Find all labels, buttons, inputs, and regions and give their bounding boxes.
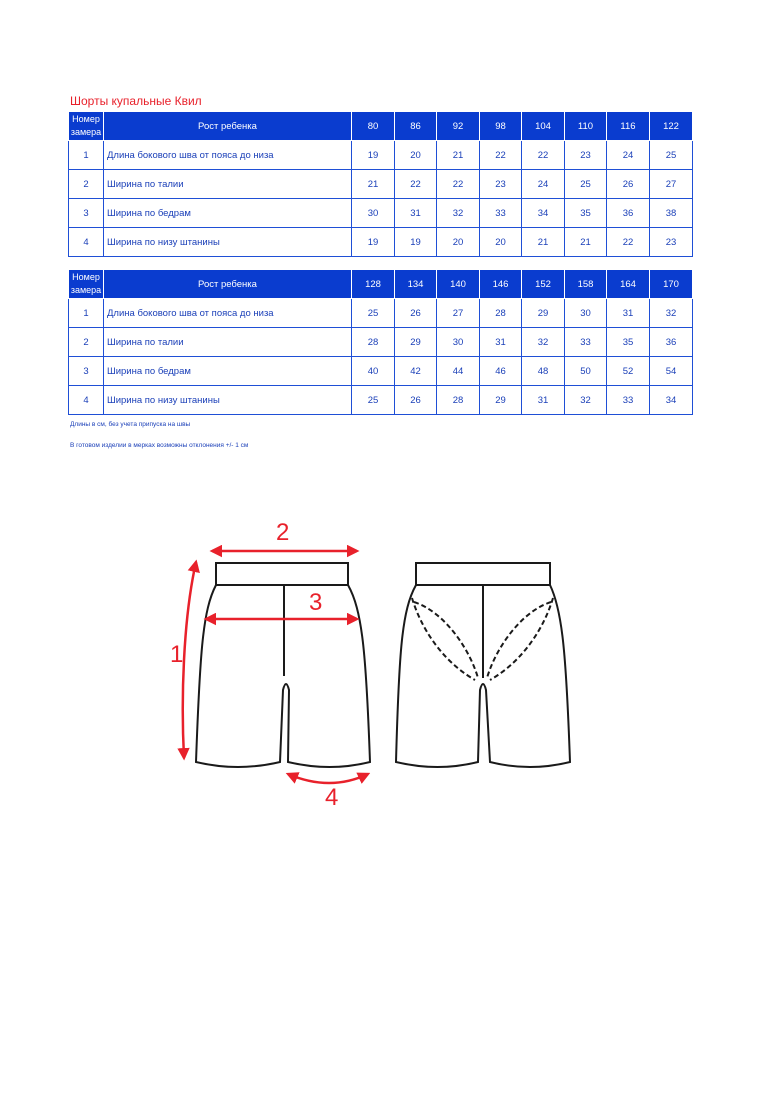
- value-cell: 20: [395, 141, 437, 170]
- value-cell: 21: [352, 170, 395, 199]
- measure-number: 3: [69, 199, 104, 228]
- measure-number: 2: [69, 328, 104, 357]
- measure-label: Ширина по талии: [104, 170, 352, 199]
- value-cell: 52: [607, 357, 650, 386]
- measure-number: 4: [69, 386, 104, 415]
- value-cell: 23: [650, 228, 693, 257]
- size-cell: 134: [395, 270, 437, 299]
- size-cell: 110: [565, 112, 607, 141]
- header-num-line1: Номер: [72, 114, 100, 124]
- value-cell: 44: [437, 357, 480, 386]
- value-cell: 50: [565, 357, 607, 386]
- value-cell: 35: [565, 199, 607, 228]
- value-cell: 40: [352, 357, 395, 386]
- arrow-1: [183, 562, 196, 758]
- value-cell: 19: [352, 228, 395, 257]
- size-cell: 122: [650, 112, 693, 141]
- page-title: Шорты купальные Квил: [70, 94, 202, 108]
- header-num-line2: замера: [70, 285, 102, 295]
- value-cell: 30: [565, 299, 607, 328]
- value-cell: 24: [607, 141, 650, 170]
- measure-label: Длина бокового шва от пояса до низа: [104, 141, 352, 170]
- size-cell: 170: [650, 270, 693, 299]
- value-cell: 28: [352, 328, 395, 357]
- label-2: 2: [276, 519, 290, 546]
- measure-number: 1: [69, 299, 104, 328]
- value-cell: 22: [522, 141, 565, 170]
- value-cell: 25: [650, 141, 693, 170]
- value-cell: 36: [607, 199, 650, 228]
- value-cell: 19: [352, 141, 395, 170]
- value-cell: 54: [650, 357, 693, 386]
- value-cell: 31: [480, 328, 522, 357]
- back-right-pocket-dashed: [487, 598, 553, 680]
- header-height-label: Рост ребенка: [104, 270, 352, 299]
- value-cell: 32: [437, 199, 480, 228]
- front-waistband: [216, 563, 348, 585]
- value-cell: 21: [522, 228, 565, 257]
- value-cell: 36: [650, 328, 693, 357]
- value-cell: 32: [565, 386, 607, 415]
- size-cell: 140: [437, 270, 480, 299]
- value-cell: 30: [352, 199, 395, 228]
- value-cell: 33: [565, 328, 607, 357]
- value-cell: 23: [480, 170, 522, 199]
- value-cell: 25: [352, 299, 395, 328]
- label-3: 3: [309, 589, 323, 616]
- value-cell: 20: [437, 228, 480, 257]
- value-cell: 31: [395, 199, 437, 228]
- value-cell: 46: [480, 357, 522, 386]
- label-4: 4: [325, 784, 339, 811]
- label-1: 1: [170, 641, 184, 668]
- value-cell: 34: [522, 199, 565, 228]
- value-cell: 25: [565, 170, 607, 199]
- measure-number: 3: [69, 357, 104, 386]
- header-num-line2: замера: [70, 127, 102, 137]
- header-num-line1: Номер: [72, 272, 100, 282]
- size-cell: 116: [607, 112, 650, 141]
- shorts-front-view: [196, 563, 370, 767]
- value-cell: 48: [522, 357, 565, 386]
- value-cell: 26: [395, 386, 437, 415]
- arrow-4: [288, 774, 368, 783]
- size-cell: 98: [480, 112, 522, 141]
- size-cell: 104: [522, 112, 565, 141]
- value-cell: 31: [522, 386, 565, 415]
- value-cell: 27: [437, 299, 480, 328]
- value-cell: 33: [607, 386, 650, 415]
- value-cell: 29: [395, 328, 437, 357]
- size-cell: 128: [352, 270, 395, 299]
- value-cell: 22: [607, 228, 650, 257]
- measure-number: 1: [69, 141, 104, 170]
- value-cell: 35: [607, 328, 650, 357]
- value-cell: 28: [480, 299, 522, 328]
- value-cell: 28: [437, 386, 480, 415]
- back-waistband: [416, 563, 550, 585]
- size-cell: 152: [522, 270, 565, 299]
- size-cell: 164: [607, 270, 650, 299]
- measure-number: 4: [69, 228, 104, 257]
- value-cell: 25: [352, 386, 395, 415]
- value-cell: 27: [650, 170, 693, 199]
- measure-label: Ширина по низу штанины: [104, 228, 352, 257]
- measure-label: Ширина по талии: [104, 328, 352, 357]
- measure-label: Ширина по бедрам: [104, 199, 352, 228]
- value-cell: 31: [607, 299, 650, 328]
- value-cell: 23: [565, 141, 607, 170]
- size-cell: 92: [437, 112, 480, 141]
- shorts-back-view: [396, 563, 570, 767]
- note-tolerance: В готовом изделии в мерках возможны отклонения +/- 1 см: [70, 442, 249, 449]
- value-cell: 38: [650, 199, 693, 228]
- size-cell: 86: [395, 112, 437, 141]
- value-cell: 42: [395, 357, 437, 386]
- value-cell: 22: [437, 170, 480, 199]
- size-cell: 80: [352, 112, 395, 141]
- measure-label: Ширина по бедрам: [104, 357, 352, 386]
- size-cell: 146: [480, 270, 522, 299]
- value-cell: 34: [650, 386, 693, 415]
- note-units: Длины в см, без учета припуска на швы: [70, 421, 191, 428]
- value-cell: 22: [480, 141, 522, 170]
- header-height-label: Рост ребенка: [104, 112, 352, 141]
- value-cell: 21: [437, 141, 480, 170]
- value-cell: 32: [650, 299, 693, 328]
- value-cell: 32: [522, 328, 565, 357]
- value-cell: 30: [437, 328, 480, 357]
- value-cell: 20: [480, 228, 522, 257]
- value-cell: 26: [607, 170, 650, 199]
- value-cell: 29: [480, 386, 522, 415]
- measure-label: Ширина по низу штанины: [104, 386, 352, 415]
- value-cell: 26: [395, 299, 437, 328]
- measure-number: 2: [69, 170, 104, 199]
- value-cell: 22: [395, 170, 437, 199]
- value-cell: 24: [522, 170, 565, 199]
- back-left-pocket-dashed: [412, 598, 478, 680]
- value-cell: 19: [395, 228, 437, 257]
- value-cell: 33: [480, 199, 522, 228]
- size-cell: 158: [565, 270, 607, 299]
- value-cell: 21: [565, 228, 607, 257]
- measure-label: Длина бокового шва от пояса до низа: [104, 299, 352, 328]
- value-cell: 29: [522, 299, 565, 328]
